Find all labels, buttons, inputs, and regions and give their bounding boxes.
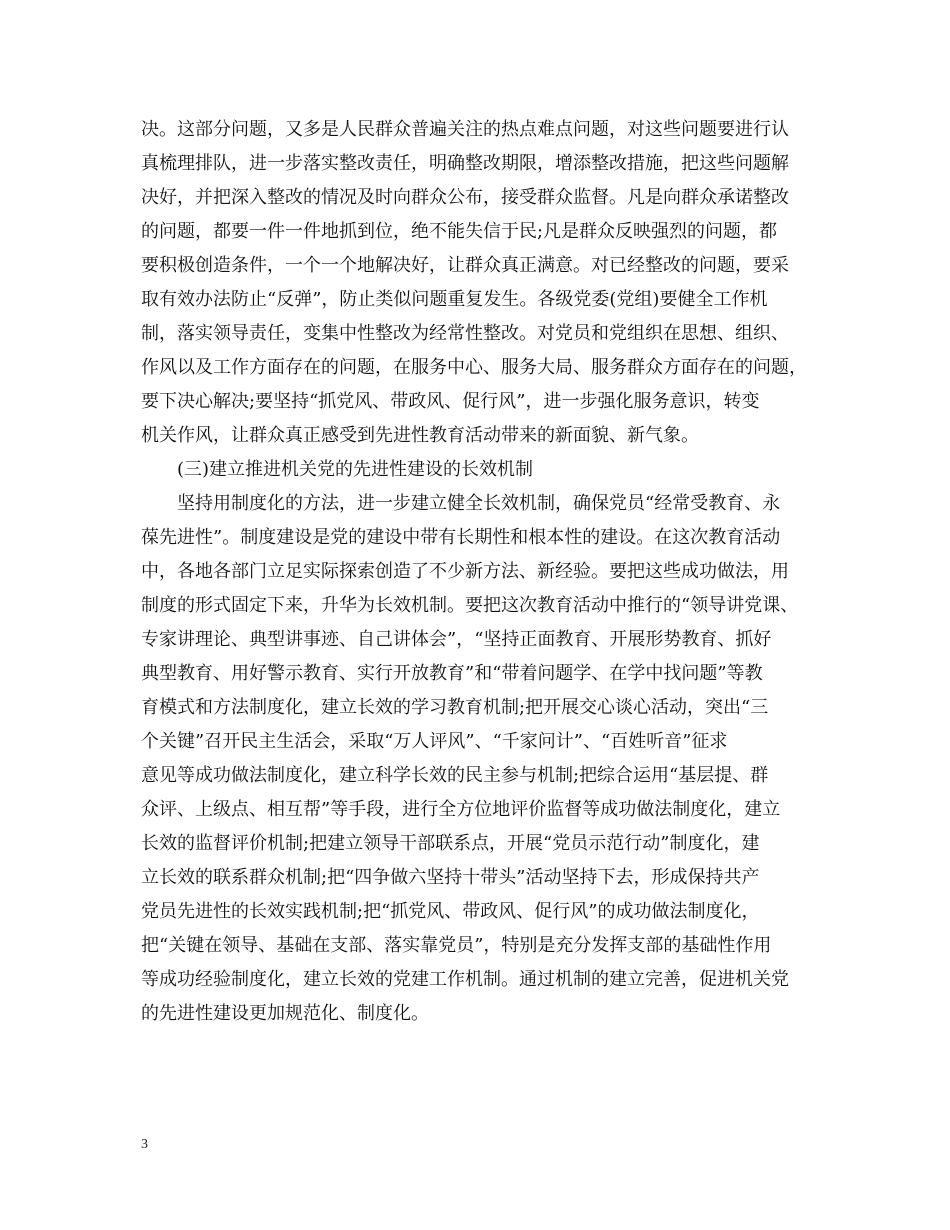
text-line: 决好，并把深入整改的情况及时向群众公布，接受群众监督。凡是向群众承诺整改 bbox=[141, 187, 789, 208]
text-line: 意见等成功做法制度化，建立科学长效的民主参与机制;把综合运用“基层提、群 bbox=[141, 765, 769, 786]
text-line: 专家讲理论、典型讲事迹、自己讲体会”，“坚持正面教育、开展形势教育、抓好 bbox=[141, 629, 772, 650]
text-line: 制，落实领导责任，变集中性整改为经常性整改。对党员和党组织在思想、组织、 bbox=[141, 323, 789, 344]
text-line: 的问题，都要一件一件地抓到位，绝不能失信于民;凡是群众反映强烈的问题，都 bbox=[141, 221, 778, 242]
text-line: 制度的形式固定下来，升华为长效机制。要把这次教育活动中推行的“领导讲党课、 bbox=[141, 595, 799, 616]
text-line: 等成功经验制度化，建立长效的党建工作机制。通过机制的建立完善，促进机关党 bbox=[141, 969, 789, 990]
text-line: 要下决心解决;要坚持“抓党风、带政风、促行风”，进一步强化服务意识，转变 bbox=[141, 391, 760, 412]
text-line: 立长效的联系群众机制;把“四争做六坚持十带头”活动坚持下去，形成保持共产 bbox=[141, 867, 760, 888]
text-line: 真梳理排队，进一步落实整改责任，明确整改期限，增添整改措施，把这些问题解 bbox=[141, 153, 789, 174]
text-line: 的先进性建设更加规范化、制度化。 bbox=[141, 1003, 429, 1024]
text-line: 个关键”召开民主生活会，采取“万人评风”、“千家问计”、“百姓听音”征求 bbox=[141, 731, 728, 752]
text-line: 取有效办法防止“反弹”，防止类似问题重复发生。各级党委(党组)要健全工作机 bbox=[141, 289, 768, 310]
text-line: 典型教育、用好警示教育、实行开放教育”和“带着问题学、在学中找问题”等教 bbox=[141, 663, 763, 684]
text-line: 机关作风，让群众真正感受到先进性教育活动带来的新面貌、新气象。 bbox=[141, 425, 699, 446]
section-heading: (三)建立推进机关党的先进性建设的长效机制 bbox=[177, 459, 534, 480]
text-line: 长效的监督评价机制;把建立领导干部联系点，开展“党员示范行动”制度化，建 bbox=[141, 833, 760, 854]
text-line: 中，各地各部门立足实际探索创造了不少新方法、新经验。要把这些成功做法，用 bbox=[141, 561, 789, 582]
text-line: 作风以及工作方面存在的问题，在服务中心、服务大局、服务群众方面存在的问题， bbox=[141, 357, 807, 378]
paragraph-first-line: 坚持用制度化的方法，进一步建立健全长效机制，确保党员“经常受教育、永 bbox=[177, 493, 781, 514]
page-number: 3 bbox=[141, 1137, 148, 1152]
text-line: 育模式和方法制度化，建立长效的学习教育机制;把开展交心谈心活动，突出“三 bbox=[141, 697, 769, 718]
text-line: 党员先进性的长效实践机制;把“抓党风、带政风、促行风”的成功做法制度化， bbox=[141, 901, 760, 922]
text-line: 葆先进性”。制度建设是党的建设中带有长期性和根本性的建设。在这次教育活动 bbox=[141, 527, 781, 548]
text-line: 决。这部分问题，又多是人民群众普遍关注的热点难点问题，对这些问题要进行认 bbox=[141, 119, 789, 140]
text-line: 要积极创造条件，一个一个地解决好，让群众真正满意。对已经整改的问题，要采 bbox=[141, 255, 789, 276]
text-line: 众评、上级点、相互帮”等手段，进行全方位地评价监督等成功做法制度化，建立 bbox=[141, 799, 781, 820]
text-line: 把“关键在领导、基础在支部、落实靠党员”，特别是充分发挥支部的基础性作用 bbox=[141, 935, 772, 956]
